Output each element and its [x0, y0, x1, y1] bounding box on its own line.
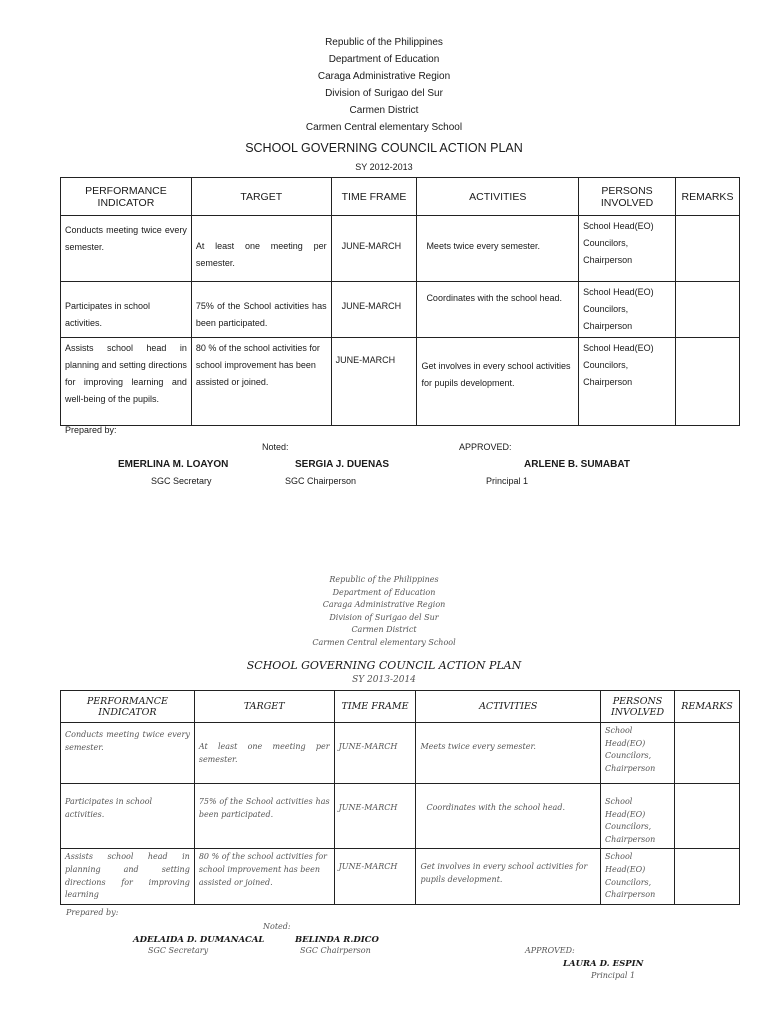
action-plan-table — [60, 690, 740, 905]
column-header: PERFORMANCE INDICATOR — [61, 691, 195, 723]
indicator-cell: Conducts meeting twice every semester. — [61, 723, 195, 784]
person-line: School — [605, 797, 633, 806]
persons-cell — [601, 784, 675, 849]
remarks-cell — [675, 784, 740, 849]
column-header: ACTIVITIES — [416, 691, 601, 723]
letterhead — [0, 34, 768, 176]
action-plan-table — [60, 177, 740, 426]
person-line: Councilors, — [583, 238, 629, 248]
school-year: SY 2012-2013 — [355, 162, 413, 172]
person-line: Councilors, — [605, 751, 652, 761]
document-title: SCHOOL GOVERNING COUNCIL ACTION PLAN — [245, 141, 523, 155]
target-cell: 80 % of the school activities for school improvement has been assisted or joined. — [191, 338, 331, 426]
remarks-cell — [675, 849, 740, 904]
header-line: Caraga Administrative Region — [317, 71, 451, 82]
person-line: Councilors, — [583, 304, 629, 314]
document-title: SCHOOL GOVERNING COUNCIL ACTION PLAN — [246, 658, 522, 672]
target-cell: 75% of the School activities has been participated. — [194, 784, 334, 849]
target-cell: At least one meeting per semester. — [191, 216, 331, 282]
indicator-cell: Conducts meeting twice every semester. — [61, 216, 192, 282]
activities-cell: Meets twice every semester. — [417, 216, 579, 282]
person-line: Head(EO) — [605, 809, 646, 819]
table-row — [61, 784, 740, 849]
indicator-cell: Assists school head in planning and setting directions for improving learning and well-being of the pupils. — [61, 338, 192, 426]
indicator-cell: Participates in school activities. — [61, 282, 192, 338]
person-line: Chairperson — [605, 834, 656, 844]
table-row — [61, 216, 740, 282]
secretary-name: EMERLINA M. LOAYON — [118, 459, 229, 470]
target-cell: At least one meeting per semester. — [194, 723, 334, 784]
table-row — [61, 723, 740, 784]
table-row — [61, 338, 740, 426]
person-line: Chairperson — [605, 763, 656, 773]
column-header: PERFORMANCE INDICATOR — [61, 178, 192, 216]
person-line: School Head(EO) — [583, 221, 654, 231]
approved-label: APPROVED: — [525, 946, 575, 955]
person-line: Chairperson — [583, 377, 633, 387]
remarks-cell — [675, 282, 739, 338]
header-line: Republic of the Philippines — [325, 37, 443, 48]
header-line: Carmen District — [351, 625, 417, 635]
column-header: TARGET — [194, 691, 334, 723]
persons-cell — [601, 723, 675, 784]
time-frame-cell: JUNE-MARCH — [331, 282, 417, 338]
header-line: Caraga Administrative Region — [322, 600, 446, 610]
activities-cell: Coordinates with the school head. — [417, 282, 579, 338]
letterhead — [0, 574, 768, 687]
header-line: Carmen Central elementary School — [305, 122, 463, 133]
column-header: REMARKS — [675, 178, 739, 216]
persons-cell — [579, 338, 676, 426]
person-line: Chairperson — [583, 255, 633, 265]
chairperson-role: SGC Chairperson — [300, 946, 371, 955]
header-line: Carmen District — [349, 105, 419, 116]
column-header: PERSONS INVOLVED — [601, 691, 675, 723]
secretary-role: SGC Secretary — [148, 946, 209, 955]
column-header: REMARKS — [675, 691, 740, 723]
time-frame-cell: JUNE-MARCH — [334, 784, 416, 849]
indicator-cell: Participates in school activities. — [61, 784, 195, 849]
person-line: School Head(EO) — [583, 343, 654, 353]
person-line: School — [605, 852, 633, 862]
person-line: Head(EO) — [605, 864, 646, 874]
chairperson-name: SERGIA J. DUENAS — [295, 459, 390, 470]
target-cell: 80 % of the school activities for school improvement has been assisted or joined. — [194, 849, 334, 904]
activities-cell: Get involves in every school activities for pupils development. — [416, 849, 601, 904]
secretary-name: ADELAIDA D. DUMANACAL — [133, 935, 265, 945]
time-frame-cell: JUNE-MARCH — [331, 338, 417, 426]
noted-label: Noted: — [262, 442, 289, 452]
principal-role: Principal 1 — [591, 971, 636, 980]
header-line: Division of Surigao del Sur — [329, 612, 439, 622]
person-line: School Head(EO) — [583, 287, 654, 297]
person-line: Head(EO) — [605, 738, 646, 748]
prepared-by-label: Prepared by: — [66, 908, 119, 917]
person-line: Councilors, — [605, 877, 652, 887]
column-header: PERSONS INVOLVED — [579, 178, 676, 216]
header-line: Republic of the Philippines — [329, 575, 439, 584]
persons-cell — [579, 216, 676, 282]
table-row — [61, 849, 740, 904]
header-line: Department of Education — [328, 54, 440, 65]
chairperson-role: SGC Chairperson — [285, 476, 357, 486]
column-header: TARGET — [191, 178, 331, 216]
activities-cell: Coordinates with the school head. — [416, 784, 601, 849]
school-year: SY 2013-2014 — [352, 675, 416, 686]
header-line: Department of Education — [332, 587, 436, 597]
person-line: Chairperson — [583, 321, 633, 331]
principal-name: ARLENE B. SUMABAT — [524, 459, 630, 470]
time-frame-cell: JUNE-MARCH — [334, 849, 416, 904]
principal-role: Principal 1 — [486, 476, 529, 486]
noted-label: Noted: — [263, 922, 291, 931]
persons-cell — [601, 849, 675, 904]
column-header: ACTIVITIES — [417, 178, 579, 216]
table-row — [61, 282, 740, 338]
indicator-cell: Assists school head in planning and setting directions for improving learning — [61, 849, 195, 904]
person-line: Councilors, — [605, 822, 652, 832]
principal-name: LAURA D. ESPIN — [563, 959, 644, 969]
header-line: Division of Surigao del Sur — [325, 88, 443, 99]
person-line: School — [605, 726, 633, 735]
time-frame-cell: JUNE-MARCH — [334, 723, 416, 784]
person-line: Councilors, — [583, 360, 629, 370]
column-header: TIME FRAME — [331, 178, 417, 216]
activities-cell: Get involves in every school activities for pupils development. — [417, 338, 579, 426]
remarks-cell — [675, 723, 740, 784]
persons-cell — [579, 282, 676, 338]
column-header: TIME FRAME — [334, 691, 416, 723]
activities-cell: Meets twice every semester. — [416, 723, 601, 784]
remarks-cell — [675, 216, 739, 282]
chairperson-name: BELINDA R.DICO — [295, 935, 379, 945]
person-line: Chairperson — [605, 890, 656, 900]
target-cell: 75% of the School activities has been participated. — [191, 282, 331, 338]
remarks-cell — [675, 338, 739, 426]
header-line: Carmen Central elementary School — [312, 637, 456, 647]
secretary-role: SGC Secretary — [151, 476, 212, 486]
prepared-by-label: Prepared by: — [65, 425, 117, 435]
approved-label: APPROVED: — [459, 442, 512, 452]
time-frame-cell: JUNE-MARCH — [331, 216, 417, 282]
